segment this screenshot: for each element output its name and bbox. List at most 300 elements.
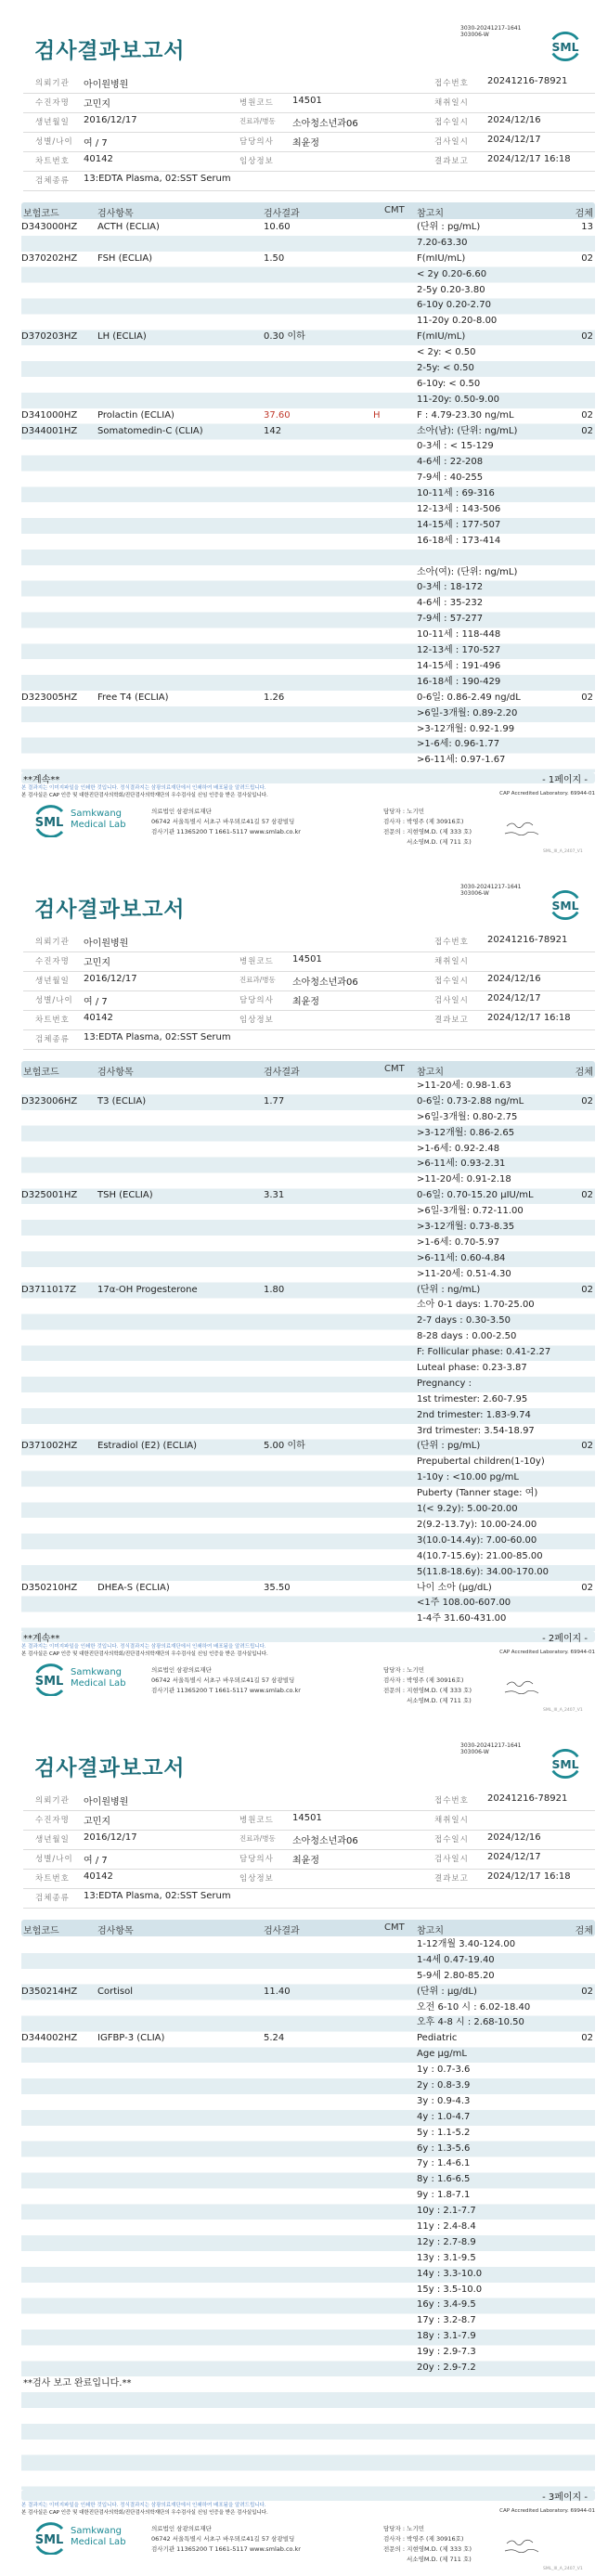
doctor-value: 최윤정 <box>292 1856 319 1866</box>
doc-code-line: 303006-W <box>460 32 489 38</box>
reference-range: <1주 108.00-607.00 <box>417 1598 511 1609</box>
received-label: 접수일시 <box>434 118 469 127</box>
svg-text:SML: SML <box>34 2533 64 2547</box>
patient-label: 수진자명 <box>35 1816 70 1825</box>
reference-range: 4-6세 : 35-232 <box>417 598 484 609</box>
reference-range: (단위 : pg/mL) <box>417 222 481 232</box>
column-name: 검사항목 <box>97 1926 134 1936</box>
info-row <box>23 990 595 1011</box>
table-row <box>21 486 595 502</box>
reference-range: 1(< 9.2y): 5.00-20.00 <box>417 1504 518 1515</box>
doc-code-line: 303006-W <box>460 890 489 897</box>
column-reference: 참고치 <box>417 1926 444 1936</box>
svg-text:SML: SML <box>551 40 579 54</box>
form-version: SML_III_A_2407_V1 <box>543 2567 583 2571</box>
birth-label: 생년월일 <box>35 1835 70 1845</box>
table-row <box>21 1157 595 1172</box>
table-row <box>21 2298 595 2313</box>
info-row <box>23 1869 595 1889</box>
test-name: LH (ECLIA) <box>97 331 147 343</box>
specimen-code: 02 <box>581 1582 593 1593</box>
column-code: 보험코드 <box>23 209 59 219</box>
reference-range: 2(9.2-13.7y): 10.00-24.00 <box>417 1519 537 1530</box>
test-date-label: 검사일시 <box>434 137 469 147</box>
reference-range: >3-12개월: 0.86-2.65 <box>417 1127 515 1138</box>
reference-range: 6-10y 0.20-2.70 <box>417 300 491 311</box>
reference-range: 2y : 0.8-3.9 <box>417 2080 471 2091</box>
reference-range: Prepubertal children(1-10y) <box>417 1456 545 1468</box>
column-code: 보험코드 <box>23 1926 59 1936</box>
reference-range: 오전 6-10 시 : 6.02-18.40 <box>417 2001 531 2013</box>
test-result: 11.40 <box>264 1986 291 1997</box>
table-row <box>21 1953 595 1969</box>
staff-specialist: 전문의 : 지현영M.D. (제 333 호) <box>383 1687 472 1694</box>
specimen-code: 13 <box>581 222 593 232</box>
patient-value: 고민지 <box>84 99 110 110</box>
table-row <box>21 393 595 408</box>
image-disclaimer: 본 결과지는 이미지파일을 인쇄한 것입니다. 정식결과지는 삼광의료재단에서 인쇄하여 배포됨을 알려드립니다. <box>21 1644 266 1650</box>
insurance-code: D370203HZ <box>21 331 78 343</box>
dept-value: 소아청소년과06 <box>292 977 358 988</box>
column-reference: 참고치 <box>417 1068 444 1078</box>
info-row <box>23 1791 595 1811</box>
reference-range: 4-6세 : 22-208 <box>417 457 484 468</box>
staff-tester: 검사자 : 박영주 (제 30916호) <box>383 2535 464 2543</box>
table-row <box>21 1581 595 1597</box>
staff-manager: 담당자 : 노기민 <box>383 808 424 815</box>
column-specimen: 검체 <box>575 1068 593 1078</box>
staff-specialist: 서소영M.D. (제 711 호) <box>407 1697 472 1704</box>
reference-range: 7y : 1.4-6.1 <box>417 2158 471 2169</box>
reference-range: Luteal phase: 0.23-3.87 <box>417 1363 527 1374</box>
column-code: 보험코드 <box>23 1068 59 1078</box>
test-name: 17α-OH Progesterone <box>97 1284 198 1295</box>
reference-range: >3-12개월: 0.92-1.99 <box>417 723 515 734</box>
page-number: - 2페이지 - <box>542 1634 588 1644</box>
test-name: Estradiol (E2) (ECLIA) <box>97 1441 198 1452</box>
reference-range: 1y : 0.7-3.6 <box>417 2065 471 2076</box>
staff-tester: 검사자 : 박영주 (제 30916호) <box>383 818 464 825</box>
reference-range: 0-6일: 0.86-2.49 ng/dL <box>417 692 521 703</box>
table-row <box>21 2283 595 2298</box>
table-row <box>21 1251 595 1267</box>
table-row <box>21 550 595 565</box>
info-row <box>23 171 595 191</box>
hospital-code-value: 14501 <box>292 96 322 106</box>
reference-range: 13y : 3.1-9.5 <box>417 2252 476 2263</box>
staff-manager: 담당자 : 노기민 <box>383 1666 424 1674</box>
table-row <box>21 424 595 440</box>
table-row <box>21 737 595 753</box>
reference-range: 8y : 1.6-6.5 <box>417 2174 471 2185</box>
table-row <box>21 2000 595 2016</box>
logo-name-line: Medical Lab <box>71 1678 126 1689</box>
info-row <box>23 932 595 952</box>
table-row <box>21 2094 595 2110</box>
table-row <box>21 753 595 769</box>
table-row <box>21 1267 595 1283</box>
reference-range: 0-6일: 0.73-2.88 ng/mL <box>417 1095 524 1107</box>
reference-range: 1st trimester: 2.60-7.95 <box>417 1393 528 1405</box>
reference-range: 14y : 3.3-10.0 <box>417 2268 483 2279</box>
reference-range: < 2y: < 0.50 <box>417 347 476 358</box>
info-row <box>23 1010 595 1030</box>
org-contact: 검사기관 11365200 T 1661-5117 www.smlab.co.kr <box>151 1687 301 1694</box>
reference-range: >1-6세: 0.96-1.77 <box>417 739 500 750</box>
report-label: 결과보고 <box>434 1874 469 1883</box>
logo-name-line: Samkwang <box>71 809 122 819</box>
doctor-value: 최윤정 <box>292 997 319 1007</box>
test-name: T3 (ECLIA) <box>97 1095 147 1107</box>
test-date-label: 검사일시 <box>434 996 469 1005</box>
receipt-no-label: 접수번호 <box>434 938 469 947</box>
reference-range: 14-15세 : 177-507 <box>417 519 501 530</box>
reference-range: 1-4주 31.60-431.00 <box>417 1613 507 1625</box>
test-date-value: 2024/12/17 <box>487 993 541 1003</box>
birth-value: 2016/12/17 <box>84 1832 137 1843</box>
reference-range: 1-10y : <10.00 pg/mL <box>417 1472 519 1483</box>
column-cmt: CMT <box>384 1064 405 1074</box>
reference-range: >6-11세: 0.93-2.31 <box>417 1159 506 1170</box>
info-row <box>23 112 595 133</box>
sml-logo-icon <box>548 29 583 64</box>
svg-text:SML: SML <box>551 1757 579 1771</box>
doc-code-line: 303006-W <box>460 1749 489 1755</box>
reference-range: 소아(남): (단위: ng/mL) <box>417 425 518 436</box>
table-row <box>21 1985 595 2000</box>
column-reference: 참고치 <box>417 209 444 219</box>
column-result: 검사결과 <box>264 1068 300 1078</box>
table-row <box>21 1142 595 1158</box>
reference-range: 소아(여): (단위: ng/mL) <box>417 566 518 577</box>
insurance-code: D341000HZ <box>21 409 78 421</box>
table-row <box>21 2361 595 2376</box>
test-name: DHEA-S (ECLIA) <box>97 1582 170 1593</box>
sml-logo-icon <box>548 887 583 923</box>
reference-range: 2-5y 0.20-3.80 <box>417 284 485 295</box>
table-row <box>21 1502 595 1518</box>
info-row <box>23 73 595 94</box>
table-row <box>21 691 595 706</box>
received-label: 접수일시 <box>434 977 469 986</box>
dept-label: 진료과/병동 <box>239 1834 276 1843</box>
birth-value: 2016/12/17 <box>84 974 137 984</box>
specimen-code: 02 <box>581 2033 593 2044</box>
test-name: IGFBP-3 (CLIA) <box>97 2033 165 2044</box>
reference-range: 16-18세 : 190-429 <box>417 676 501 687</box>
table-row <box>21 1283 595 1299</box>
reference-range: 7-9세 : 57-277 <box>417 614 484 625</box>
test-result: 10.60 <box>264 222 291 232</box>
table-row <box>21 345 595 361</box>
received-value: 2024/12/16 <box>487 974 541 984</box>
test-result: 0.30 이하 <box>264 331 305 343</box>
info-row <box>23 971 595 991</box>
cap-accreditation: CAP Accredited Laboratory. 69944-01 <box>499 1650 595 1655</box>
info-row <box>23 1830 595 1850</box>
reference-range: F : 4.79-23.30 ng/mL <box>417 409 514 421</box>
cap-accreditation: CAP Accredited Laboratory. 69944-01 <box>499 791 595 796</box>
reference-range: >3-12개월: 0.73-8.35 <box>417 1222 515 1233</box>
insurance-code: D3711017Z <box>21 1284 77 1295</box>
table-row <box>21 298 595 314</box>
table-row <box>21 643 595 659</box>
table-row <box>21 2267 595 2283</box>
reference-range: >11-20세: 0.98-1.63 <box>417 1081 511 1091</box>
table-row <box>21 2329 595 2345</box>
specimen-label: 검체종류 <box>35 176 70 186</box>
specimen-code: 02 <box>581 409 593 421</box>
table-row <box>21 314 595 330</box>
column-cmt: CMT <box>384 205 405 215</box>
specimen-value: 13:EDTA Plasma, 02:SST Serum <box>84 1032 231 1042</box>
table-row <box>21 2220 595 2235</box>
reference-range: 나이 소아 (μg/dL) <box>417 1582 492 1593</box>
reference-range: >6일-3개월: 0.72-11.00 <box>417 1206 524 1217</box>
specimen-code: 02 <box>581 1441 593 1452</box>
reference-range: 16-18세 : 173-414 <box>417 535 501 546</box>
birth-label: 생년월일 <box>35 977 70 986</box>
reference-range: 9y : 1.8-7.1 <box>417 2190 471 2201</box>
info-row <box>23 1029 595 1050</box>
test-result: 1.80 <box>264 1284 285 1295</box>
institution-label: 의뢰기관 <box>35 79 70 88</box>
reference-range: F(mIU/mL) <box>417 331 466 343</box>
logo-wordmark <box>71 809 126 831</box>
table-row <box>21 1470 595 1486</box>
table-row <box>21 565 595 581</box>
chart-label: 차트번호 <box>35 157 70 166</box>
collection-label: 채취일시 <box>434 1816 469 1825</box>
hospital-code-label: 병원코드 <box>239 98 274 108</box>
test-name: ACTH (ECLIA) <box>97 222 160 232</box>
document-code <box>460 1742 521 1755</box>
sml-logo-icon <box>32 1663 70 1696</box>
reference-range: (단위 : pg/mL) <box>417 1441 481 1452</box>
page-number: - 1페이지 - <box>542 775 588 785</box>
table-row <box>21 236 595 252</box>
staff-specialist: 전문의 : 지현영M.D. (제 333 호) <box>383 828 472 835</box>
reference-range: 15y : 3.5-10.0 <box>417 2284 483 2295</box>
page-end-row <box>21 1631 595 1642</box>
reference-range: 0-3세 : 18-172 <box>417 582 484 593</box>
column-cmt: CMT <box>384 1922 405 1933</box>
chart-value: 40142 <box>84 1013 113 1023</box>
table-row <box>21 2142 595 2157</box>
samkwang-logo <box>32 2521 130 2555</box>
table-row <box>21 1377 595 1392</box>
table-row <box>21 580 595 596</box>
reference-range: 18y : 3.1-7.9 <box>417 2331 476 2342</box>
org-address: 06742 서울특별시 서초구 바우뫼로41길 57 삼광빌딩 <box>151 2535 295 2543</box>
hospital-code-label: 병원코드 <box>239 957 274 966</box>
reference-range: 0-6일: 0.70-15.20 μIU/mL <box>417 1190 534 1201</box>
reference-range: 0-3세 : < 15-129 <box>417 441 494 452</box>
sex-age-value: 여 / 7 <box>84 1856 108 1866</box>
reference-range: Pregnancy : <box>417 1378 472 1389</box>
logo-name-line: Medical Lab <box>71 820 126 830</box>
collection-label: 채취일시 <box>434 98 469 108</box>
table-row <box>21 2156 595 2172</box>
reference-range: 7.20-63.30 <box>417 237 468 248</box>
cap-disclaimer: 본 검사실은 CAP 인증 및 대한진단검사의학회/진단검사의학재단의 우수검사실 신임 인증을 받은 검사실입니다. <box>21 793 268 798</box>
table-row <box>21 706 595 722</box>
reference-range: 16y : 3.4-9.5 <box>417 2299 476 2311</box>
svg-text:SML: SML <box>34 816 64 830</box>
table-row <box>21 1298 595 1314</box>
report-label: 결과보고 <box>434 157 469 166</box>
table-row <box>21 1549 595 1565</box>
receipt-no-value: 20241216-78921 <box>487 76 568 86</box>
reference-range: Pediatric <box>417 2033 458 2044</box>
test-name: FSH (ECLIA) <box>97 252 153 264</box>
table-row <box>21 220 595 236</box>
page-end-row <box>21 2490 595 2501</box>
reference-range: 19y : 2.9-7.3 <box>417 2347 476 2358</box>
doctor-label: 담당의사 <box>239 1855 274 1864</box>
reference-range: 소아 0-1 days: 1.70-25.00 <box>417 1300 535 1311</box>
reference-range: 17y : 3.2-8.7 <box>417 2315 476 2326</box>
page-number: - 3페이지 - <box>542 2492 588 2503</box>
insurance-code: D344001HZ <box>21 425 78 436</box>
cap-disclaimer: 본 검사실은 CAP 인증 및 대한진단검사의학회/진단검사의학재단의 우수검사실 신임 인증을 받은 검사실입니다. <box>21 1651 268 1657</box>
table-row <box>21 2172 595 2188</box>
table-row <box>21 2251 595 2267</box>
table-row <box>21 455 595 471</box>
reference-range: 12-13세 : 143-506 <box>417 504 501 515</box>
table-row <box>21 1937 595 1953</box>
reference-range: 10y : 2.1-7.7 <box>417 2206 476 2217</box>
table-row <box>21 1329 595 1345</box>
sml-logo-icon <box>548 1746 583 1781</box>
reference-range: < 2y 0.20-6.60 <box>417 268 487 279</box>
table-row <box>21 283 595 299</box>
doctor-label: 담당의사 <box>239 137 274 147</box>
report-value: 2024/12/17 16:18 <box>487 1013 571 1023</box>
table-row <box>21 2188 595 2204</box>
results-table-header <box>21 1061 595 1078</box>
specimen-code: 02 <box>581 425 593 436</box>
table-row <box>21 1126 595 1142</box>
hospital-code-value: 14501 <box>292 1813 322 1823</box>
org-name: 의료법인 삼광의료재단 <box>151 808 212 815</box>
chart-value: 40142 <box>84 154 113 164</box>
logo-wordmark <box>71 2526 126 2548</box>
table-row <box>21 1345 595 1361</box>
table-row <box>21 1518 595 1534</box>
institution-value: 아이원병원 <box>84 938 129 949</box>
doc-code-line: 3030-20241217-1641 <box>460 884 522 890</box>
table-row <box>21 2313 595 2329</box>
info-row <box>23 1810 595 1831</box>
insurance-code: D350210HZ <box>21 1582 78 1593</box>
birth-label: 생년월일 <box>35 118 70 127</box>
signature-icon <box>501 1677 548 1698</box>
table-row <box>21 722 595 738</box>
specimen-value: 13:EDTA Plasma, 02:SST Serum <box>84 174 231 184</box>
table-row <box>21 502 595 518</box>
reference-range: 2nd trimester: 1.83-9.74 <box>417 1409 531 1420</box>
patient-label: 수진자명 <box>35 98 70 108</box>
table-row <box>21 1534 595 1549</box>
table-row <box>21 1486 595 1502</box>
receipt-no-value: 20241216-78921 <box>487 935 568 945</box>
reference-range: (단위 : μg/dL) <box>417 1986 477 1997</box>
sex-age-label: 성별/나이 <box>35 137 73 147</box>
institution-value: 아이원병원 <box>84 80 129 90</box>
table-row <box>21 408 595 424</box>
collection-label: 채취일시 <box>434 957 469 966</box>
svg-text:SML: SML <box>34 1675 64 1689</box>
specimen-code: 02 <box>581 331 593 343</box>
test-result: 35.50 <box>264 1582 291 1593</box>
results-table-body <box>21 1079 595 1631</box>
sml-logo-icon <box>32 804 70 837</box>
table-row <box>21 2078 595 2094</box>
table-row <box>21 1361 595 1377</box>
test-name: Cortisol <box>97 1986 134 1997</box>
continue-note: **계속** <box>23 775 60 785</box>
table-row <box>21 1236 595 1251</box>
table-row <box>21 2345 595 2361</box>
results-table-header <box>21 1920 595 1936</box>
column-name: 검사항목 <box>97 209 134 219</box>
table-row <box>21 1314 595 1329</box>
info-row <box>23 1888 595 1909</box>
reference-range: 2-7 days : 0.30-3.50 <box>417 1315 511 1327</box>
reference-range: 1-4세 0.47-19.40 <box>417 1954 495 1965</box>
reference-range: 11-20y 0.20-8.00 <box>417 316 498 327</box>
table-row <box>21 377 595 393</box>
column-name: 검사항목 <box>97 1068 134 1078</box>
table-row <box>21 1392 595 1408</box>
sml-logo-icon <box>32 2521 70 2555</box>
table-row <box>21 1220 595 1236</box>
reference-range: 11y : 2.4-8.4 <box>417 2221 476 2233</box>
table-row <box>21 330 595 345</box>
samkwang-logo <box>32 1663 130 1696</box>
chart-value: 40142 <box>84 1871 113 1882</box>
test-result: 1.26 <box>264 692 285 703</box>
reference-range: F: Follicular phase: 0.41-2.27 <box>417 1347 551 1358</box>
institution-value: 아이원병원 <box>84 1797 129 1807</box>
results-table-body <box>21 1937 595 2490</box>
test-date-value: 2024/12/17 <box>487 1852 541 1862</box>
reference-range: 2-5y: < 0.50 <box>417 363 474 374</box>
table-row <box>21 2015 595 2031</box>
test-name: TSH (ECLIA) <box>97 1190 153 1201</box>
column-result: 검사결과 <box>264 1926 300 1936</box>
info-row <box>23 132 595 152</box>
insurance-code: D371002HZ <box>21 1441 78 1452</box>
institution-label: 의뢰기관 <box>35 1796 70 1806</box>
table-row <box>21 518 595 534</box>
report-page <box>0 859 608 1717</box>
test-result: 37.60 <box>264 409 291 421</box>
insurance-code: D323006HZ <box>21 1095 78 1107</box>
reference-range: 6y : 1.3-5.6 <box>417 2142 471 2154</box>
table-row <box>21 252 595 267</box>
received-value: 2024/12/16 <box>487 115 541 125</box>
reference-range: 20y : 2.9-7.2 <box>417 2362 476 2374</box>
test-result: 1.77 <box>264 1095 285 1107</box>
continue-note: **계속** <box>23 1634 60 1644</box>
table-row <box>21 1172 595 1188</box>
logo-name-line: Medical Lab <box>71 2537 126 2547</box>
org-address: 06742 서울특별시 서초구 바우뫼로41길 57 삼광빌딩 <box>151 818 295 825</box>
dept-label: 진료과/병동 <box>239 976 276 984</box>
reference-range: F(mIU/mL) <box>417 252 466 264</box>
